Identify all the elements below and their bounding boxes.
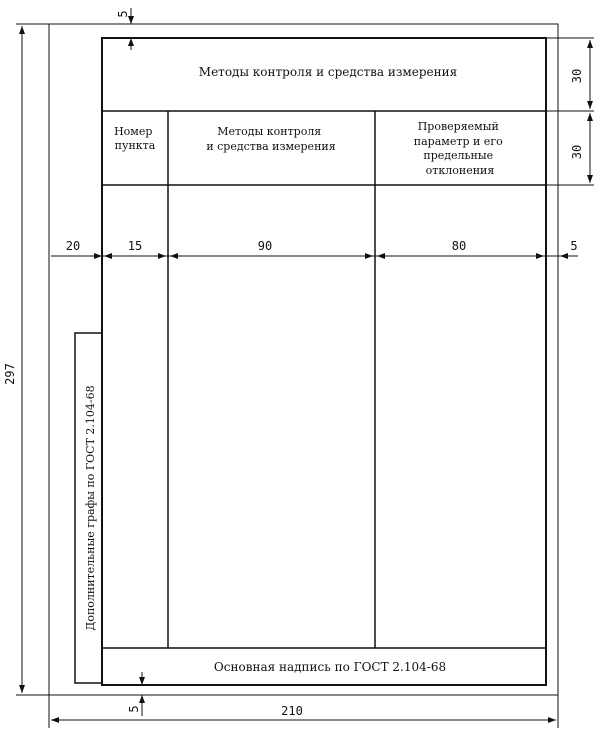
column-header-number-line-1: Номер [114,125,153,138]
column-header-methods [206,125,335,153]
column-header-number-line-2: пункта [114,139,156,152]
column-header-methods-line-2: и средства измерения [206,140,336,153]
column-header-number [114,125,156,152]
header-title: Методы контроля и средства измерения [198,65,458,79]
dim-top-margin: 5 [116,10,130,18]
dim-bottom-margin: 5 [127,705,141,713]
dim-col1-width: 15 [127,239,143,253]
dim-col2-width: 90 [257,239,273,253]
column-header-methods-line-1: Методы контроля [217,125,322,138]
side-box-label: Дополнительные графы по ГОСТ 2.104-68 [84,385,97,631]
dim-left-margin: 20 [65,239,81,253]
dim-right-margin: 5 [570,239,578,253]
column-header-parameter [414,120,506,177]
column-header-parameter-line-1: Проверяемый [417,120,499,133]
dim-col3-width: 80 [451,239,467,253]
dim-subheader-height: 30 [570,144,584,160]
dim-header-height: 30 [570,68,584,84]
dim-sheet-height: 297 [3,363,17,385]
column-header-parameter-line-2: параметр и его [413,135,503,148]
title-block-label: Основная надпись по ГОСТ 2.104-68 [213,660,447,674]
column-header-parameter-line-4: отклонения [425,164,495,177]
dim-sheet-width: 210 [281,704,303,718]
column-header-parameter-line-3: предельные [423,149,494,162]
